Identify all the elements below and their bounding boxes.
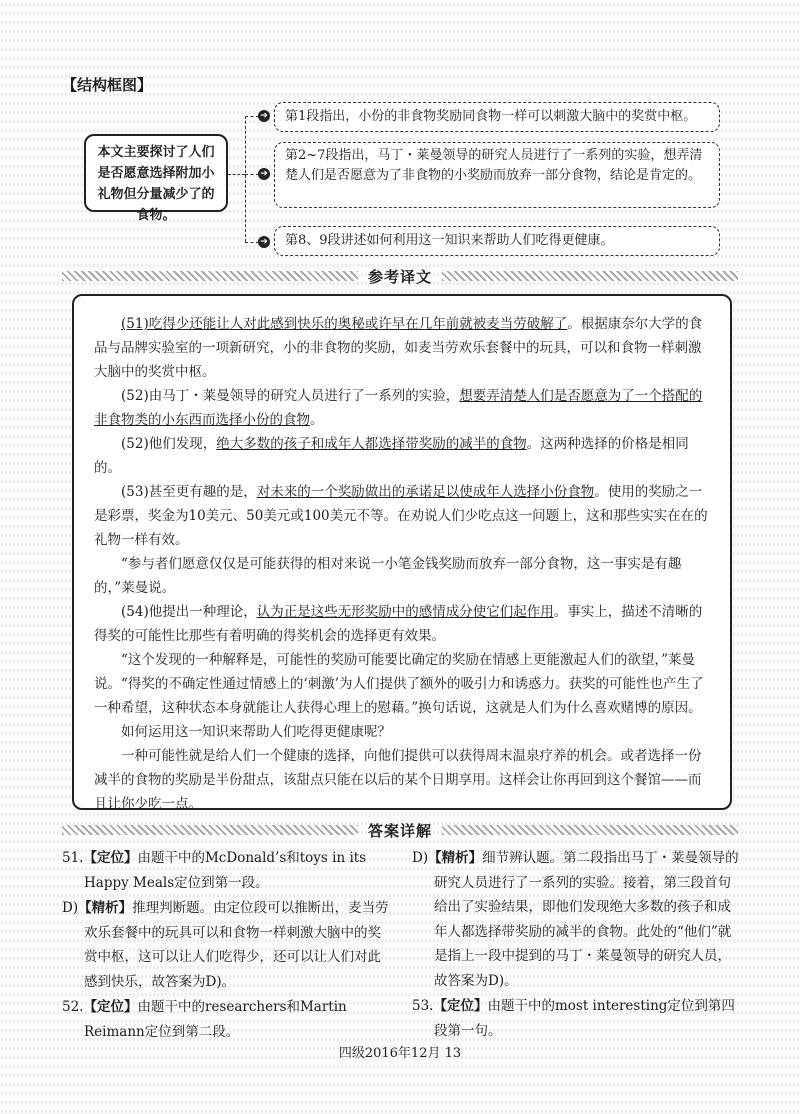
answer-number: D)	[62, 900, 79, 916]
para-text: (54)他提出一种理论，	[121, 604, 257, 620]
structure-title: 【结构框图】	[62, 76, 153, 94]
answers-banner	[62, 820, 738, 840]
answer-number: 51.	[62, 850, 84, 866]
structure-item-text: 第2~7段指出，马丁・莱曼领导的研究人员进行了一系列的实验，想弄清楚人们是否愿意为了非食物的小奖励而放弃一部分食物，结论是肯定的。	[285, 148, 703, 183]
translation-paragraph	[94, 600, 710, 648]
bracket-branch	[245, 116, 259, 117]
answer-tag: 【精析】	[78, 900, 133, 916]
answer-tag: 【定位】	[433, 998, 488, 1014]
bracket-branch	[245, 242, 259, 243]
connector-line	[228, 174, 245, 175]
banner-hatch	[442, 271, 738, 281]
para-text: (52)他们发现，	[121, 436, 217, 452]
translation-paragraph	[94, 744, 710, 816]
arrow-icon: ➔	[258, 110, 270, 122]
para-text: 。事实上，描述不清晰的得奖的可能性比那些有着明确的得奖机会的选择更有效果。	[94, 604, 703, 644]
translation-banner	[62, 266, 738, 286]
answer-tag: 【定位】	[83, 850, 138, 866]
answer-entry	[412, 994, 740, 1043]
para-underlined: (51)吃得少还能让人对此感到快乐的奥秘或许早在几年前就被麦当劳破解了	[121, 316, 568, 332]
answer-number: 53.	[412, 998, 434, 1014]
structure-item	[274, 142, 720, 208]
summary-box	[84, 134, 228, 223]
structure-item	[274, 102, 720, 132]
arrow-icon: ➔	[258, 236, 270, 248]
answer-entry	[62, 896, 392, 994]
para-text: (53)甚至更有趣的是，	[121, 484, 257, 500]
answer-entry	[62, 995, 392, 1044]
translation-heading: 参考译文	[368, 267, 433, 286]
answer-tag: 【精析】	[428, 850, 483, 866]
translation-paragraph	[94, 384, 710, 432]
answer-entry	[412, 846, 740, 993]
answer-entry	[62, 846, 392, 895]
answer-text: 由题干中的McDonald’s和toys in its Happy Meals定位到第一段。	[84, 850, 367, 891]
para-text: 。使用的奖励之一是彩票，奖金为10美元、50美元或100美元不等。在劝说人们少吃点这一问题上，这和那些实实在在的礼物一样有效。	[94, 484, 708, 548]
para-text: (52)由马丁・莱曼领导的研究人员进行了一系列的实验，	[121, 388, 460, 404]
answers-left-column	[62, 846, 392, 1045]
summary-text: 本文主要探讨了人们是否愿意选择附加小礼物但分量减少了的食物。	[97, 145, 215, 223]
para-text: 。根据康奈尔大学的食品与品牌实验室的一项新研究，小的非食物的奖励，如麦当劳欢乐套餐中的玩具，可以和食物一样刺激大脑中的奖赏中枢。	[94, 316, 703, 380]
bracket-branch	[245, 174, 259, 175]
para-underlined: 绝大多数的孩子和成年人都选择带奖励的减半的食物	[216, 436, 527, 452]
banner-hatch	[62, 271, 358, 281]
structure-item	[274, 226, 720, 256]
answer-number: 52.	[62, 999, 84, 1015]
answer-number: D)	[412, 850, 429, 866]
para-underlined: 想要弄清楚人们是否愿意为了一个搭配的非食物类的小东西而选择小份的食物	[94, 388, 703, 428]
bracket-line	[245, 116, 246, 242]
translation-box	[72, 294, 732, 810]
structure-item-text: 第1段指出，小份的非食物奖励同食物一样可以刺激大脑中的奖赏中枢。	[285, 109, 697, 124]
para-underlined: 对未来的一个奖励做出的承诺足以使成年人选择小份食物	[256, 484, 595, 500]
translation-paragraph	[94, 552, 710, 600]
para-text: “这个发现的一种解释是，可能性的奖励可能要比确定的奖励在情感上更能激起人们的欲望，”莱曼说。“得奖的不确定性通过情感上的‘刺激’为人们提供了额外的吸引力和诱惑力。获奖的可能性也产生了一种希望，这种状态本身就能让人获得心理上的慰藉。”换句话说，这就是人们为什么喜欢赌博的原因。	[94, 652, 704, 716]
answer-text: 由题干中的most interesting定位到第四段第一句。	[434, 998, 735, 1039]
para-text: 。	[310, 412, 324, 428]
para-text: 一种可能性就是给人们一个健康的选择，向他们提供可以获得周末温泉疗养的机会。或者选择一份减半的食物的奖励是半份甜点，该甜点只能在以后的某个日期享用。这样会让你再回到这个餐馆——而且让你少吃一点。	[94, 748, 702, 812]
para-text: 。这两种选择的价格是相同的。	[94, 436, 689, 476]
translation-paragraph	[94, 648, 710, 720]
para-text: “参与者们愿意仅仅是可能获得的相对来说一小笔金钱奖励而放弃一部分食物，这一事实是有趣的，”莱曼说。	[94, 556, 682, 596]
translation-paragraph	[94, 312, 710, 384]
answer-text: 由题干中的researchers和Martin Reimann定位到第二段。	[84, 999, 347, 1040]
translation-paragraph	[94, 480, 710, 552]
page-footer: 四级2016年12月 13	[338, 1046, 462, 1061]
answers-right-column	[412, 846, 740, 1044]
para-underlined: 认为正是这些无形奖励中的感情成分使它们起作用	[256, 604, 554, 620]
arrow-icon: ➔	[258, 168, 270, 180]
para-text: 如何运用这一知识来帮助人们吃得更健康呢？	[121, 724, 391, 740]
answer-tag: 【定位】	[83, 999, 138, 1015]
banner-hatch	[62, 825, 358, 835]
translation-paragraph	[94, 720, 710, 744]
answer-text: 推理判断题。由定位段可以推断出，麦当劳欢乐套餐中的玩具可以和食物一样刺激大脑中的奖赏中枢，这可以让人们吃得少，还可以让人们对此感到快乐，故答案为D)。	[84, 900, 389, 990]
answers-heading: 答案详解	[368, 821, 433, 840]
structure-item-text: 第8、9段讲述如何利用这一知识来帮助人们吃得更健康。	[285, 233, 614, 248]
answer-text: 细节辨认题。第二段指出马丁・莱曼领导的研究人员进行了一系列的实验。接着，第三段首句给出了实验结果，即他们发现绝大多数的孩子和成年人都选择带奖励的减半的食物。此处的“他们”就是指上一段中提到的马丁・莱曼领导的研究人员，故答案为D)。	[434, 850, 739, 989]
banner-hatch	[442, 825, 738, 835]
translation-paragraph	[94, 432, 710, 480]
